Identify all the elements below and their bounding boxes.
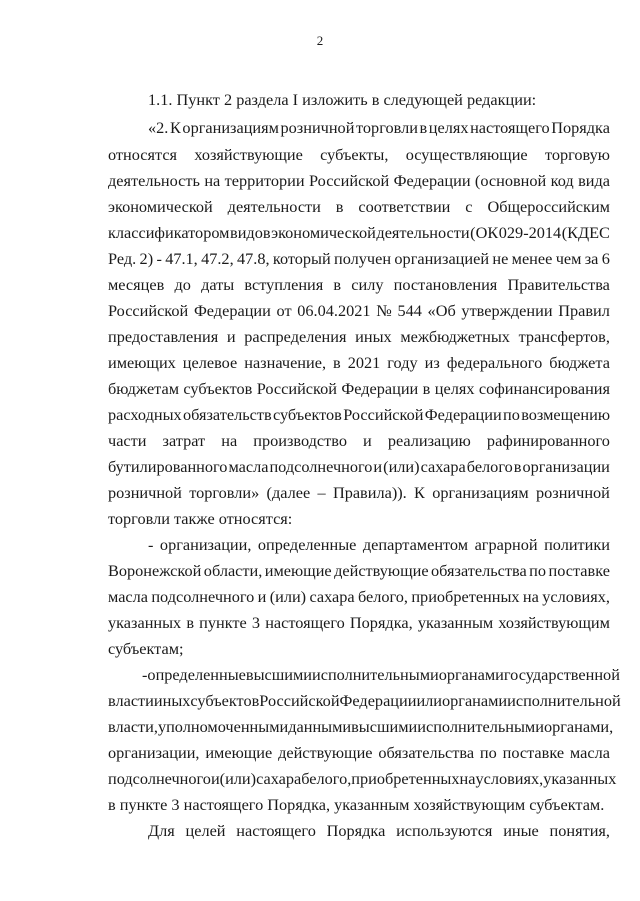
word: по bbox=[529, 561, 547, 580]
word: аграрной bbox=[474, 535, 538, 554]
word: масла bbox=[569, 743, 610, 762]
word: даты bbox=[201, 275, 235, 294]
text-line: торговли также относятся: bbox=[108, 509, 293, 528]
word: торговли» bbox=[189, 483, 260, 502]
word: понятия, bbox=[549, 821, 610, 840]
word: менее bbox=[511, 249, 553, 268]
word: и bbox=[363, 431, 372, 450]
word: возмещению bbox=[521, 405, 610, 424]
word: в bbox=[419, 118, 428, 137]
word: 6 bbox=[601, 249, 610, 268]
word: К bbox=[169, 118, 181, 137]
word: белого, bbox=[301, 769, 352, 788]
word: Российской bbox=[343, 405, 424, 424]
word: Федерации bbox=[341, 379, 419, 398]
word: уполномоченными bbox=[157, 717, 289, 736]
word: Российской bbox=[309, 171, 390, 190]
word: «2. bbox=[148, 118, 169, 137]
word: - bbox=[156, 249, 162, 268]
word: софинансирования bbox=[478, 379, 610, 398]
word: вида bbox=[578, 171, 610, 190]
word: Правил bbox=[558, 301, 610, 320]
word: – bbox=[317, 483, 326, 502]
word: распределения bbox=[244, 327, 347, 346]
word: указанным bbox=[417, 613, 494, 632]
word: по bbox=[503, 405, 520, 424]
word: затрат bbox=[162, 431, 206, 450]
word: месяцев bbox=[108, 275, 165, 294]
word: условиях, bbox=[542, 587, 610, 606]
text-line: 1.1. Пункт 2 раздела I изложить в следующей редакции: bbox=[148, 90, 537, 109]
word: с bbox=[465, 197, 473, 216]
text-line bbox=[108, 743, 610, 763]
word: в bbox=[422, 379, 431, 398]
word: или bbox=[416, 691, 442, 710]
word: - bbox=[142, 665, 148, 684]
word: хозяйствующие bbox=[194, 145, 303, 164]
word: поставке bbox=[502, 743, 565, 762]
word: организации, bbox=[108, 743, 200, 762]
word: по bbox=[479, 743, 497, 762]
word: 47.1, bbox=[165, 249, 198, 268]
word: Федерации bbox=[193, 301, 271, 320]
word: Порядка, bbox=[349, 613, 413, 632]
word: субъектов bbox=[272, 405, 342, 424]
word: году bbox=[387, 353, 418, 372]
text-line bbox=[108, 197, 610, 217]
word: 06.04.2021 bbox=[297, 301, 371, 320]
word: целевое bbox=[182, 353, 238, 372]
text-line bbox=[108, 145, 610, 165]
text-line bbox=[108, 301, 610, 321]
word: на bbox=[204, 171, 221, 190]
text-line bbox=[108, 379, 610, 399]
word: 47.2, bbox=[201, 249, 234, 268]
word: обязательств bbox=[182, 405, 272, 424]
word: межбюджетных bbox=[400, 327, 510, 346]
word: организации, bbox=[159, 535, 252, 554]
word: имеющих bbox=[108, 353, 176, 372]
word: 47.8, bbox=[236, 249, 270, 268]
word: экономической bbox=[271, 223, 376, 242]
word: «Об bbox=[427, 301, 456, 320]
word: хозяйствующим bbox=[498, 613, 610, 632]
word: который bbox=[272, 249, 331, 268]
word: сахара bbox=[256, 769, 302, 788]
word: масла bbox=[108, 587, 148, 606]
word: субъектов bbox=[190, 691, 260, 710]
word: 2) bbox=[139, 249, 154, 268]
word: Федерации bbox=[339, 691, 417, 710]
word: трансфертов, bbox=[518, 327, 610, 346]
word: производство bbox=[253, 431, 347, 450]
word: до bbox=[174, 275, 191, 294]
word: (КДЕС bbox=[561, 223, 610, 242]
text-line: субъектам; bbox=[108, 639, 184, 658]
word: Ред. bbox=[108, 249, 137, 268]
word: и bbox=[373, 457, 383, 476]
word: 544 bbox=[397, 301, 422, 320]
word: определенные bbox=[147, 665, 246, 684]
word: приобретенных bbox=[351, 769, 460, 788]
word: деятельности bbox=[227, 197, 321, 216]
word: на bbox=[221, 431, 238, 450]
word: торговую bbox=[544, 145, 610, 164]
word: исполнительными bbox=[312, 665, 439, 684]
text-line bbox=[108, 431, 610, 451]
word: имеющие bbox=[205, 743, 273, 762]
word: подсолнечного bbox=[269, 457, 373, 476]
word: экономической bbox=[108, 197, 213, 216]
word: бюджета bbox=[549, 353, 610, 372]
word: Для bbox=[148, 821, 175, 840]
text-line bbox=[148, 118, 610, 138]
word: указанных bbox=[108, 613, 182, 632]
word: К bbox=[414, 483, 425, 502]
word: бюджетам bbox=[108, 379, 180, 398]
word: торговли bbox=[356, 118, 418, 137]
word: № bbox=[376, 301, 392, 320]
word: постановления bbox=[393, 275, 498, 294]
text-line bbox=[108, 769, 617, 789]
text-line bbox=[108, 587, 610, 607]
text-line bbox=[108, 561, 610, 581]
word: назначение, bbox=[244, 353, 327, 372]
text-line bbox=[148, 821, 610, 841]
word: не bbox=[492, 249, 509, 268]
word: в bbox=[513, 457, 522, 476]
word: масла bbox=[228, 457, 269, 476]
word: органами bbox=[438, 665, 504, 684]
word: исполнительными bbox=[417, 717, 544, 736]
word: и bbox=[226, 327, 236, 346]
word: видов bbox=[230, 223, 271, 242]
text-line bbox=[108, 405, 610, 425]
word: сахара bbox=[420, 457, 466, 476]
word: части bbox=[108, 431, 147, 450]
word: белого, bbox=[357, 587, 408, 606]
word: пункте bbox=[199, 613, 247, 632]
word: бутилированного bbox=[108, 457, 228, 476]
word: код bbox=[550, 171, 574, 190]
text-line bbox=[108, 483, 610, 503]
word: 2021 bbox=[347, 353, 381, 372]
word: указанных bbox=[543, 769, 617, 788]
word: вступления bbox=[244, 275, 324, 294]
word: власти, bbox=[108, 717, 158, 736]
word: классификатором bbox=[108, 223, 230, 242]
word: органами, bbox=[543, 717, 614, 736]
word: Российской bbox=[256, 379, 337, 398]
word: розничной bbox=[280, 118, 355, 137]
word: Правила)). bbox=[332, 483, 407, 502]
text-line bbox=[108, 691, 621, 711]
word: (или) bbox=[219, 769, 257, 788]
word: в bbox=[186, 613, 195, 632]
page-number: 2 bbox=[316, 33, 324, 48]
word: деятельности bbox=[376, 223, 470, 242]
word: Российской bbox=[108, 301, 189, 320]
word: Правительства bbox=[507, 275, 610, 294]
word: 3 bbox=[251, 613, 261, 632]
text-line bbox=[108, 717, 614, 737]
word: настоящего bbox=[470, 118, 550, 137]
word: предоставления bbox=[108, 327, 219, 346]
word: Российской bbox=[259, 691, 340, 710]
text-line bbox=[108, 327, 610, 347]
text-line bbox=[108, 223, 610, 243]
word: расходных bbox=[108, 405, 182, 424]
word: 029-2014 bbox=[498, 223, 562, 242]
word: высшими bbox=[245, 665, 313, 684]
word: определенные bbox=[257, 535, 357, 554]
word: целях bbox=[428, 118, 469, 137]
word: Федерации bbox=[393, 171, 471, 190]
word: утверждении bbox=[461, 301, 553, 320]
word: организации bbox=[522, 457, 610, 476]
word: Общероссийским bbox=[487, 197, 610, 216]
word: сахара bbox=[309, 587, 355, 606]
word: в bbox=[333, 275, 342, 294]
word: высшими bbox=[351, 717, 418, 736]
word: получен bbox=[334, 249, 392, 268]
word: организациям bbox=[182, 118, 279, 137]
word: розничной bbox=[108, 483, 182, 502]
text-line bbox=[142, 665, 620, 685]
word: данными bbox=[288, 717, 352, 736]
word: в bbox=[333, 353, 341, 372]
word: настоящего bbox=[236, 821, 316, 840]
word: и bbox=[210, 769, 220, 788]
word: иных bbox=[355, 327, 392, 346]
word: приобретенных bbox=[411, 587, 520, 606]
word: власти bbox=[108, 691, 154, 710]
word: от bbox=[276, 301, 292, 320]
word: иные bbox=[503, 821, 539, 840]
word: государственной bbox=[503, 665, 620, 684]
word: на bbox=[459, 769, 476, 788]
word: (или) bbox=[269, 587, 307, 606]
word: белого bbox=[466, 457, 513, 476]
word: (основной bbox=[474, 171, 547, 190]
word: реализацию bbox=[387, 431, 471, 450]
text-line bbox=[108, 613, 610, 633]
text-line bbox=[148, 535, 610, 555]
word: действующие bbox=[278, 743, 373, 762]
word: деятельность bbox=[108, 171, 200, 190]
word: обязательства bbox=[431, 561, 527, 580]
word: целях bbox=[434, 379, 475, 398]
word: подсолнечного bbox=[151, 587, 255, 606]
text-line bbox=[108, 275, 610, 295]
text-line bbox=[108, 457, 610, 477]
word: Порядка bbox=[326, 821, 386, 840]
word: организацией bbox=[394, 249, 490, 268]
word: из bbox=[424, 353, 440, 372]
word: федерального bbox=[446, 353, 543, 372]
word: (далее bbox=[266, 483, 311, 502]
word: относятся bbox=[108, 145, 178, 164]
word: Порядка bbox=[551, 118, 610, 137]
word: (ОК bbox=[470, 223, 499, 242]
text-line bbox=[108, 353, 610, 373]
word: чем bbox=[555, 249, 582, 268]
word: субъекты, bbox=[320, 145, 389, 164]
word: соответствии bbox=[358, 197, 451, 216]
word: на bbox=[522, 587, 539, 606]
word: целей bbox=[185, 821, 226, 840]
text-line bbox=[108, 249, 610, 269]
word: - bbox=[148, 535, 154, 554]
word: в bbox=[335, 197, 344, 216]
word: осуществляющие bbox=[405, 145, 528, 164]
word: условиях, bbox=[475, 769, 544, 788]
word: и bbox=[257, 587, 267, 606]
word: Воронежской bbox=[108, 561, 202, 580]
word: за bbox=[584, 249, 599, 268]
word: исполнительной bbox=[507, 691, 621, 710]
word: Федерации bbox=[424, 405, 502, 424]
word: иных bbox=[153, 691, 191, 710]
word: имеющие bbox=[264, 561, 332, 580]
text-line: в пункте 3 настоящего Порядка, указанным хозяйствующим субъектам. bbox=[108, 795, 605, 814]
word: субъектов bbox=[183, 379, 253, 398]
word: используются bbox=[396, 821, 493, 840]
word: силу bbox=[351, 275, 384, 294]
word: территории bbox=[224, 171, 305, 190]
word: рафинированного bbox=[486, 431, 610, 450]
word: действующие bbox=[334, 561, 429, 580]
word: (или) bbox=[383, 457, 420, 476]
word: розничной bbox=[536, 483, 610, 502]
word: настоящего bbox=[265, 613, 345, 632]
word: подсолнечного bbox=[108, 769, 211, 788]
text-line bbox=[108, 171, 610, 191]
word: политики bbox=[544, 535, 610, 554]
word: области, bbox=[203, 561, 263, 580]
word: обязательства bbox=[378, 743, 475, 762]
word: органами bbox=[442, 691, 508, 710]
word: организациям bbox=[432, 483, 529, 502]
word: департаментом bbox=[362, 535, 469, 554]
word: поставке bbox=[548, 561, 610, 580]
